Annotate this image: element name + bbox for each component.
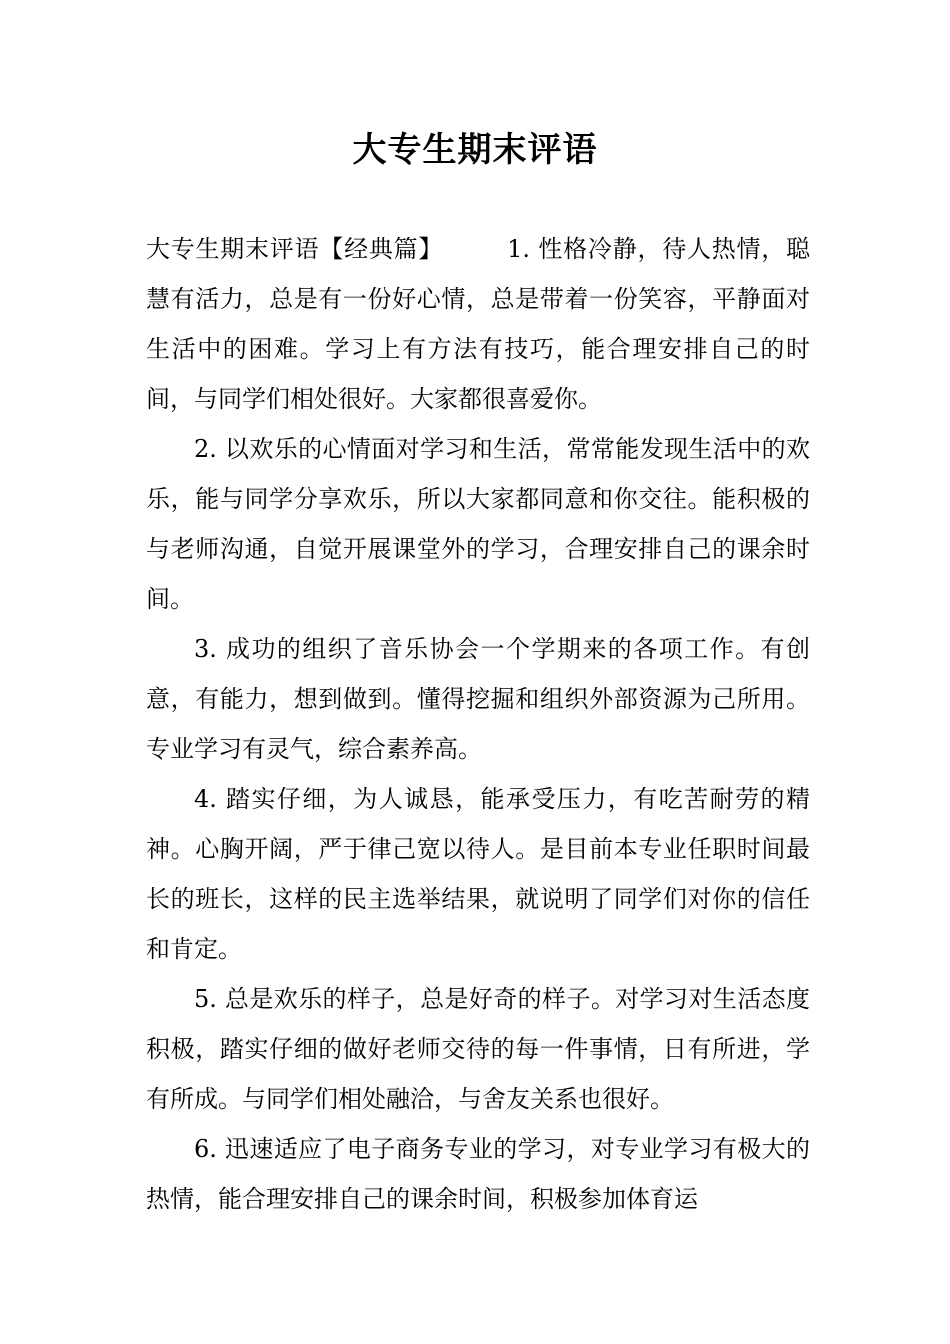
comment-text-1: 1. 性格冷静，待人热情，聪慧有活力，总是有一份好心情，总是带着一份笑容，平静面对生活中的困难。学习上有方法有技巧，能合理安排自己的时间，与同学们相处很好。大家都很喜爱你。 bbox=[146, 235, 811, 413]
comment-paragraph-3: 3. 成功的组织了音乐协会一个学期来的各项工作。有创意，有能力，想到做到。懂得挖掘和组织外部资源为己所用。专业学习有灵气，综合素养高。 bbox=[146, 635, 810, 763]
comment-paragraph-1 bbox=[146, 224, 810, 424]
comment-paragraph-4: 4. 踏实仔细，为人诚恳，能承受压力，有吃苦耐劳的精神。心胸开阔，严于律己宽以待人。是目前本专业任职时间最长的班长，这样的民主选举结果，就说明了同学们对你的信任和肯定。 bbox=[146, 785, 810, 963]
comment-paragraph-6: 6. 迅速适应了电子商务专业的学习，对专业学习有极大的热情，能合理安排自己的课余时间，积极参加体育运 bbox=[146, 1135, 810, 1213]
comment-paragraph-5: 5. 总是欢乐的样子，总是好奇的样子。对学习对生活态度积极，踏实仔细的做好老师交待的每一件事情，日有所进，学有所成。与同学们相处融洽，与舍友关系也很好。 bbox=[146, 985, 810, 1113]
section-heading: 大专生期末评语【经典篇】 bbox=[146, 235, 444, 263]
document-body bbox=[146, 224, 810, 1224]
comment-paragraph-2: 2. 以欢乐的心情面对学习和生活，常常能发现生活中的欢乐，能与同学分享欢乐，所以大家都同意和你交往。能积极的与老师沟通，自觉开展课堂外的学习，合理安排自己的课余时间。 bbox=[146, 435, 810, 613]
document-title: 大专生期末评语 bbox=[352, 130, 598, 170]
